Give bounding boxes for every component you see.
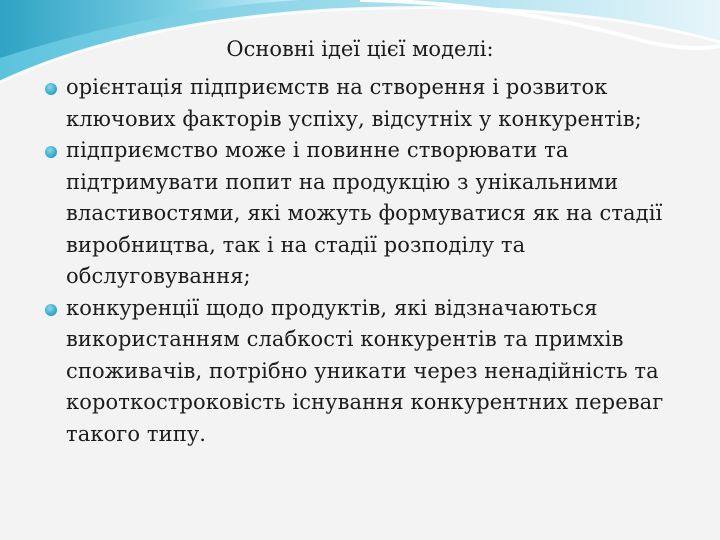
list-item (40, 135, 700, 293)
list-item-text: орієнтація підприємств на створення і розвиток ключових факторів успіху, відсутніх у конкурентів; (66, 75, 642, 131)
bullet-icon (45, 304, 57, 316)
list-item (40, 293, 700, 451)
list-item (40, 72, 700, 135)
list-item-text: конкуренції щодо продуктів, які відзначаються використанням слабкості конкурентів та примхів споживачів, потрібно уникати через ненадійність та короткостроковість існування конкурентних переваг такого типу. (66, 295, 664, 446)
list-item-text: підприємство може і повинне створювати та підтримувати попит на продукцію з унікальними властивостями, які можуть формуватися як на стадії виробництва, так і на стадії розподілу та обслуговування; (66, 138, 663, 288)
bullet-icon (45, 83, 57, 95)
bullet-icon (45, 146, 57, 158)
bullet-list (40, 72, 700, 450)
slide-title: Основні ідеї цієї моделі: (226, 37, 494, 61)
